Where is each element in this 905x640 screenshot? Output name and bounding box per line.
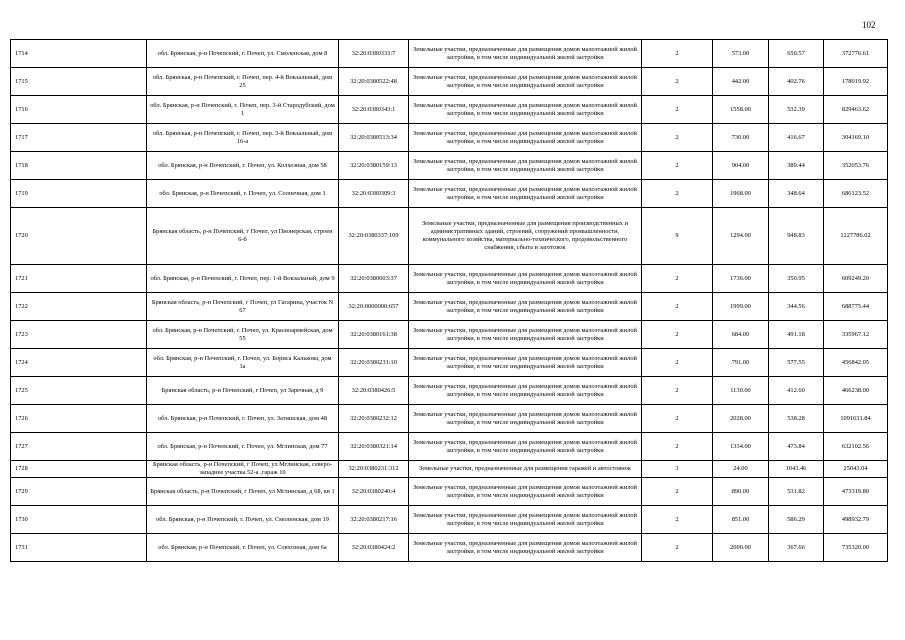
row-number: 1725: [11, 377, 147, 405]
use-group-cell: 2: [642, 124, 713, 152]
cadastral-number-cell: 32:20:0000000:657: [339, 293, 409, 321]
address-cell: Брянская область, р-н Почепский, г Почеп, ул Мглинская, д 68, кв 1: [147, 478, 339, 506]
cadastral-value-cell: 178019.92: [824, 68, 888, 96]
use-group-cell: 2: [642, 40, 713, 68]
address-cell: обл. Брянская, р-н Почепский, г. Почеп, ул. Бориса Калькова, дом 1а: [147, 349, 339, 377]
row-number: 1729: [11, 478, 147, 506]
row-number: 1728: [11, 461, 147, 478]
cadastral-value-cell: 372776.61: [824, 40, 888, 68]
area-cell: 890.00: [713, 478, 769, 506]
table-row: [11, 293, 888, 321]
row-number: 1724: [11, 349, 147, 377]
specific-value-cell: 473.84: [769, 433, 824, 461]
table-row: [11, 180, 888, 208]
use-group-cell: 3: [642, 461, 713, 478]
cadastral-number-cell: 32:20:0380337:109: [339, 208, 409, 265]
land-use-cell: Земельные участки, предназначенные для размещения домов малоэтажной жилой застройки, в том числе индивидуальной жилой застройки: [409, 405, 642, 433]
area-cell: 24.00: [713, 461, 769, 478]
area-cell: 1130.00: [713, 377, 769, 405]
cadastral-number-cell: 32:20:0380522:48: [339, 68, 409, 96]
cadastral-value-cell: 735320.00: [824, 534, 888, 562]
specific-value-cell: 1043.46: [769, 461, 824, 478]
table-row: [11, 40, 888, 68]
area-cell: 904.00: [713, 152, 769, 180]
land-use-cell: Земельные участки, предназначенные для размещения домов малоэтажной жилой застройки, в том числе индивидуальной жилой застройки: [409, 321, 642, 349]
cadastral-value-cell: 686123.52: [824, 180, 888, 208]
table-row: [11, 478, 888, 506]
cadastral-value-cell: 25043.04: [824, 461, 888, 478]
use-group-cell: 2: [642, 478, 713, 506]
table-row: [11, 68, 888, 96]
cadastral-number-cell: 32:20:0380513:34: [339, 124, 409, 152]
row-number: 1731: [11, 534, 147, 562]
specific-value-cell: 650.57: [769, 40, 824, 68]
row-number: 1722: [11, 293, 147, 321]
cadastral-value-cell: 1227786.02: [824, 208, 888, 265]
table-row: [11, 405, 888, 433]
cadastral-value-cell: 456842.05: [824, 349, 888, 377]
row-number: 1719: [11, 180, 147, 208]
land-use-cell: Земельные участки, предназначенные для размещения домов малоэтажной жилой застройки, в том числе индивидуальной жилой застройки: [409, 40, 642, 68]
use-group-cell: 9: [642, 208, 713, 265]
address-cell: Брянская область, р-н Почепский, г Почеп, ул Пионерская, строен 6-б: [147, 208, 339, 265]
address-cell: обл. Брянская, р-н Почепский, г. Почеп, ул. Колхозная, дом 58: [147, 152, 339, 180]
row-number: 1714: [11, 40, 147, 68]
land-use-cell: Земельные участки, предназначенные для размещения домов малоэтажной жилой застройки, в том числе индивидуальной жилой застройки: [409, 349, 642, 377]
row-number: 1723: [11, 321, 147, 349]
table-row: [11, 349, 888, 377]
table-row: [11, 96, 888, 124]
cadastral-number-cell: 32:20:0380426:5: [339, 377, 409, 405]
area-cell: 1968.00: [713, 180, 769, 208]
land-use-cell: Земельные участки, предназначенные для размещения домов малоэтажной жилой застройки, в том числе индивидуальной жилой застройки: [409, 265, 642, 293]
address-cell: Брянская область, р-н Почепский, г Почеп, ул Гагарина, участок N 67: [147, 293, 339, 321]
row-number: 1715: [11, 68, 147, 96]
land-use-cell: Земельные участки, предназначенные для размещения домов малоэтажной жилой застройки, в том числе индивидуальной жилой застройки: [409, 478, 642, 506]
address-cell: обл. Брянская, р-н Почепский, г. Почеп, ул. Солнечная, дом 1: [147, 180, 339, 208]
table-row: [11, 377, 888, 405]
specific-value-cell: 389.44: [769, 152, 824, 180]
row-number: 1716: [11, 96, 147, 124]
row-number: 1721: [11, 265, 147, 293]
cadastral-value-cell: 304169.10: [824, 124, 888, 152]
table-row: [11, 534, 888, 562]
row-number: 1720: [11, 208, 147, 265]
land-use-cell: Земельные участки, предназначенные для размещения домов малоэтажной жилой застройки, в том числе индивидуальной жилой застройки: [409, 377, 642, 405]
table-row: [11, 124, 888, 152]
area-cell: 1334.00: [713, 433, 769, 461]
use-group-cell: 2: [642, 180, 713, 208]
use-group-cell: 2: [642, 405, 713, 433]
row-number: 1727: [11, 433, 147, 461]
use-group-cell: 2: [642, 293, 713, 321]
address-cell: Брянская область, р-н Почепский, г Почеп, ул Мглинская, северо-западнее участка 52-а ,гараж 10: [147, 461, 339, 478]
specific-value-cell: 586.29: [769, 506, 824, 534]
address-cell: обл. Брянская, р-н Почепский, г. Почеп, ул. Мглинская, дом 77: [147, 433, 339, 461]
specific-value-cell: 412.60: [769, 377, 824, 405]
use-group-cell: 2: [642, 68, 713, 96]
use-group-cell: 2: [642, 377, 713, 405]
cadastral-number-cell: 32:20:0380159:13: [339, 152, 409, 180]
specific-value-cell: 577.55: [769, 349, 824, 377]
cadastral-number-cell: 32:20:0380161:38: [339, 321, 409, 349]
use-group-cell: 2: [642, 96, 713, 124]
page-number: 102: [862, 20, 876, 30]
area-cell: 730.00: [713, 124, 769, 152]
address-cell: Брянская область, р-н Почепский, г Почеп, ул Заречная, д 9: [147, 377, 339, 405]
area-cell: 573.00: [713, 40, 769, 68]
land-use-cell: Земельные участки, предназначенные для размещения домов малоэтажной жилой застройки, в том числе индивидуальной жилой застройки: [409, 68, 642, 96]
row-number: 1718: [11, 152, 147, 180]
area-cell: 1294.00: [713, 208, 769, 265]
land-use-cell: Земельные участки, предназначенные для размещения домов малоэтажной жилой застройки, в том числе индивидуальной жилой застройки: [409, 293, 642, 321]
specific-value-cell: 531.82: [769, 478, 824, 506]
use-group-cell: 2: [642, 321, 713, 349]
land-use-cell: Земельные участки, предназначенные для размещения домов малоэтажной жилой застройки, в том числе индивидуальной жилой застройки: [409, 180, 642, 208]
land-use-cell: Земельные участки, предназначенные для размещения домов малоэтажной жилой застройки, в том числе индивидуальной жилой застройки: [409, 152, 642, 180]
land-use-cell: Земельные участки, предназначенные для размещения домов малоэтажной жилой застройки, в том числе индивидуальной жилой застройки: [409, 124, 642, 152]
area-cell: 1558.00: [713, 96, 769, 124]
area-cell: 1736.00: [713, 265, 769, 293]
cadastral-value-cell: 632102.56: [824, 433, 888, 461]
cadastral-value-cell: 352053.76: [824, 152, 888, 180]
specific-value-cell: 344.56: [769, 293, 824, 321]
table-row: [11, 321, 888, 349]
cadastral-number-cell: 32:20:0380333:7: [339, 40, 409, 68]
land-use-cell: Земельные участки, предназначенные для размещения гаражей и автостоянок: [409, 461, 642, 478]
specific-value-cell: 367.66: [769, 534, 824, 562]
cadastral-value-table: [10, 39, 888, 562]
cadastral-value-cell: 466238.00: [824, 377, 888, 405]
table-body: [11, 40, 888, 562]
land-use-cell: Земельные участки, предназначенные для размещения домов малоэтажной жилой застройки, в том числе индивидуальной жилой застройки: [409, 433, 642, 461]
cadastral-number-cell: 32:20:0380343:1: [339, 96, 409, 124]
address-cell: обл. Брянская, р-н Почепский, г. Почеп, пер. 3-й Вокзальный, дом 16-а: [147, 124, 339, 152]
use-group-cell: 2: [642, 534, 713, 562]
use-group-cell: 2: [642, 506, 713, 534]
row-number: 1726: [11, 405, 147, 433]
use-group-cell: 2: [642, 349, 713, 377]
cadastral-number-cell: 32:20:0380240:4: [339, 478, 409, 506]
cadastral-number-cell: 32:20:0380603:37: [339, 265, 409, 293]
specific-value-cell: 350.95: [769, 265, 824, 293]
use-group-cell: 2: [642, 433, 713, 461]
specific-value-cell: 491.18: [769, 321, 824, 349]
area-cell: 2000.00: [713, 534, 769, 562]
area-cell: 791.00: [713, 349, 769, 377]
table-row: [11, 208, 888, 265]
cadastral-number-cell: 32:20:0380232:12: [339, 405, 409, 433]
land-use-cell: Земельные участки, предназначенные для размещения домов малоэтажной жилой застройки, в том числе индивидуальной жилой застройки: [409, 534, 642, 562]
area-cell: 684.00: [713, 321, 769, 349]
specific-value-cell: 948.83: [769, 208, 824, 265]
address-cell: обл. Брянская, р-н Почепский, г. Почеп, ул. Смоленская, дом 8: [147, 40, 339, 68]
use-group-cell: 2: [642, 152, 713, 180]
cadastral-number-cell: 32:20:0380231:10: [339, 349, 409, 377]
address-cell: обл. Брянская, р-н Почепский, г. Почеп, ул. Смоленская, дом 19: [147, 506, 339, 534]
area-cell: 851.00: [713, 506, 769, 534]
cadastral-number-cell: 32:20:0380424:2: [339, 534, 409, 562]
table-row: [11, 433, 888, 461]
cadastral-value-cell: 1091631.84: [824, 405, 888, 433]
land-use-cell: Земельные участки, предназначенные для размещения домов малоэтажной жилой застройки, в том числе индивидуальной жилой застройки: [409, 96, 642, 124]
cadastral-value-cell: 829463.62: [824, 96, 888, 124]
area-cell: 1999.00: [713, 293, 769, 321]
specific-value-cell: 532.39: [769, 96, 824, 124]
table-row: [11, 265, 888, 293]
specific-value-cell: 538.28: [769, 405, 824, 433]
cadastral-number-cell: 32:20:0380231:312: [339, 461, 409, 478]
cadastral-value-cell: 609249.20: [824, 265, 888, 293]
use-group-cell: 2: [642, 265, 713, 293]
address-cell: обл. Брянская, р-н Почепский, г. Почеп, пер. 3-й Стародубский, дом 1: [147, 96, 339, 124]
area-cell: 442.00: [713, 68, 769, 96]
row-number: 1717: [11, 124, 147, 152]
area-cell: 2028.00: [713, 405, 769, 433]
specific-value-cell: 402.76: [769, 68, 824, 96]
cadastral-value-cell: 688775.44: [824, 293, 888, 321]
table-row: [11, 461, 888, 478]
row-number: 1730: [11, 506, 147, 534]
table-row: [11, 152, 888, 180]
specific-value-cell: 416.67: [769, 124, 824, 152]
cadastral-number-cell: 32:20:0380217:16: [339, 506, 409, 534]
land-use-cell: Земельные участки, предназначенные для размещения производственных и административных зданий, строений, сооружений промышленности, коммунального хозяйства, материально-технического, продовольственного снабжения, сбыта и заготовок: [409, 208, 642, 265]
cadastral-number-cell: 32:20:0380321:14: [339, 433, 409, 461]
cadastral-value-cell: 335967.12: [824, 321, 888, 349]
address-cell: обл. Брянская, р-н Почепский, г. Почеп, пер. 4-й Вокзальный, дом 25: [147, 68, 339, 96]
address-cell: обл. Брянская, р-н Почепский, г. Почеп, ул. Красноармейская, дом 55: [147, 321, 339, 349]
cadastral-value-cell: 498932.79: [824, 506, 888, 534]
address-cell: обл. Брянская, р-н Почепский, г. Почеп, пер. 1-й Вокзальный, дом 9: [147, 265, 339, 293]
land-use-cell: Земельные участки, предназначенные для размещения домов малоэтажной жилой застройки, в том числе индивидуальной жилой застройки: [409, 506, 642, 534]
specific-value-cell: 348.64: [769, 180, 824, 208]
cadastral-number-cell: 32:20:0380309:3: [339, 180, 409, 208]
cadastral-value-cell: 473319.80: [824, 478, 888, 506]
address-cell: обл. Брянская, р-н Почепский, г. Почеп, ул. Затишская, дом 48: [147, 405, 339, 433]
table-row: [11, 506, 888, 534]
address-cell: обл. Брянская, р-н Почепский, г. Почеп, ул. Совхозная, дом 6а: [147, 534, 339, 562]
